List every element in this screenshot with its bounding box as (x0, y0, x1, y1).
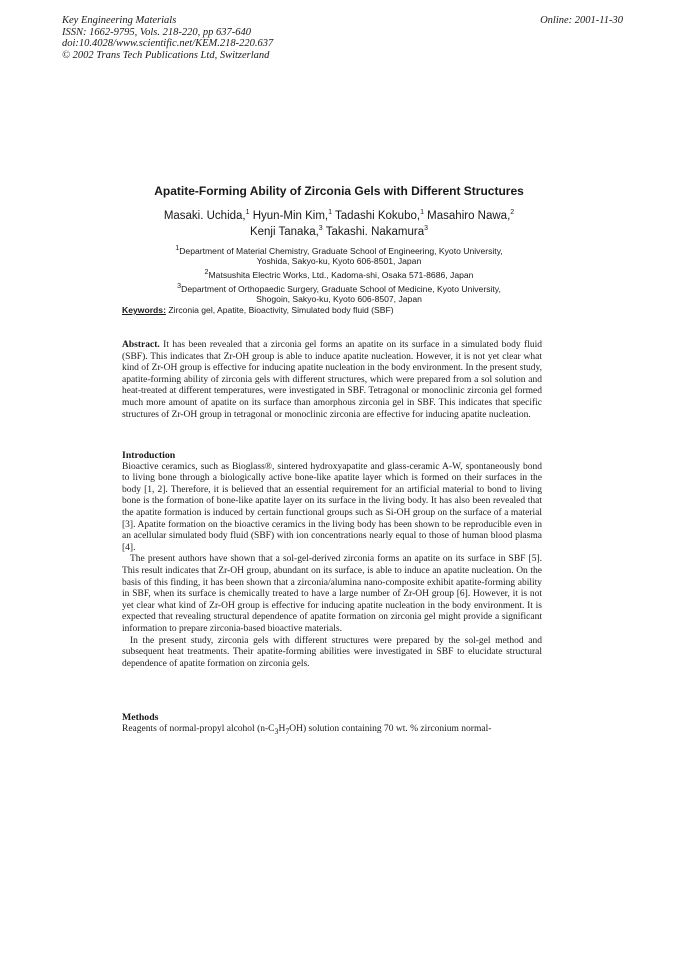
affiliation-1: $^1$Department of Material Chemistry, Graduate School of Engineering, Kyoto University, (175, 244, 503, 256)
author-list (0, 208, 678, 240)
keywords-text: Zirconia gel, Apatite, Bioactivity, Simulated body fluid (SBF) (165, 305, 394, 315)
author-line-1 (0, 208, 678, 224)
abstract-text: It has been revealed that a zirconia gel forms an apatite on its surface in a simulated body fluid (SBF). This indicates that Zr-OH group is able to induce apatite nucleation. However, it is not yet clear what kind of Zr-OH group is effective for inducing apatite nucleation in the body environment. In the present study, apatite-forming ability of zirconia gels with different structures, which were prepared from a sol solution and heat-treated at different temperatures, were investigated in SBF. Tetragonal or monoclinic zirconia gel formed much more amount of apatite on its surface than amorphous zirconia gel in SBF. This indicates that specific structures of Zr-OH group in tetragonal or monoclinic zirconia are effective for inducing apatite nucleation. (122, 340, 542, 420)
doi-line: doi:10.4028/www.scientific.net/KEM.218-220.637 (62, 38, 274, 49)
author-affil-mark: 3 (424, 225, 429, 233)
introduction-paragraph-1: Bioactive ceramics, such as Bioglass®, sintered hydroxyapatite and glass-ceramic A-W, spontaneously bond to living bone through a biologically active bone-like apatite layer which is formed on their surfaces in the body [1, 2]. Therefore, it is believed that an essential requirement for an artificial material to bond to living bone is the formation of bone-like apatite layer on its surface in the living body. It has also been revealed that the apatite formation is induced by certain functional groups such as Si-OH group on the surface of a material [3]. Apatite formation on the bioactive ceramics in the living body has been shown to be reproducible even in an acellular simulated body fluid (SBF) with ion concentrations nearly equal to those of human blood plasma [4]. (122, 461, 542, 553)
author-affil-mark: 3 (318, 225, 323, 233)
author-nakamura: Takashi. Nakamura (322, 226, 425, 238)
abstract-paragraph (122, 340, 542, 421)
author-kim: Hyun-Min Kim, (249, 210, 329, 222)
methods-heading: Methods (122, 712, 159, 723)
author-line-2 (0, 224, 678, 240)
methods-section (122, 712, 542, 737)
author-tanaka: Kenji Tanaka, (249, 226, 319, 238)
author-affil-mark: 1 (420, 209, 424, 217)
introduction-paragraph-2: The present authors have shown that a sol-gel-derived zirconia forms an apatite on its surface in SBF [5]. This result indicates that Zr-OH group, abundant on its surface, is able to induce an apatite nucleation. On the basis of this finding, it has been shown that a zirconia/alumina nano-composite exhibit apatite-forming ability in SBF, when its surface is chemically treated to have a large number of Zr-OH group [6]. However, it is not yet clear what kind of Zr-OH group is effective for inducing apatite nucleation in the body environment. It is expected that revealing structural dependence of apatite formation on zirconia gel might provide a significant information to prepare zirconia-based bioactive materials. (122, 554, 542, 634)
introduction-paragraph-3: In the present study, zirconia gels with different structures were prepared by the sol-gel method and subsequent heat treatments. Their apatite-forming abilities were investigated in SBF to elucidate structural dependence of apatite formation on zirconia gels. (122, 635, 542, 669)
author-affil-mark: 1 (328, 209, 333, 217)
affil-mark: 2 (204, 268, 209, 277)
keywords-label: Keywords: (122, 305, 166, 315)
introduction-heading: Introduction (122, 450, 176, 461)
journal-header (62, 15, 273, 61)
copyright-line: © 2002 Trans Tech Publications Ltd, Switzerland (62, 49, 270, 61)
introduction-section (122, 450, 542, 670)
paper-title: Apatite-Forming Ability of Zirconia Gels with Different Structures (154, 184, 524, 198)
affiliation-1-address: Yoshida, Sakyo-ku, Kyoto 606-8501, Japan (256, 256, 422, 267)
abstract-label: Abstract. (122, 340, 160, 350)
issn-line: ISSN: 1662-9795, Vols. 218-220, pp 637-640 (62, 26, 251, 38)
author-kokubo: Tadashi Kokubo, (332, 210, 421, 222)
online-date: Online: 2001-11-30 (540, 15, 623, 26)
author-nawa: Masahiro Nawa, (423, 210, 511, 222)
affiliation-2: $^2$Matsushita Electric Works, Ltd., Kadoma-shi, Osaka 571-8686, Japan (204, 268, 474, 280)
methods-paragraph-1: Reagents of normal-propyl alcohol $(n-C_3H_7OH)$ solution containing 70 wt. % zirconium normal- (122, 723, 492, 736)
keywords-line (122, 305, 394, 316)
author-affil-mark: 2 (510, 209, 515, 217)
author-uchida: Masaki. Uchida, (163, 210, 246, 222)
affiliation-3-address: Shogoin, Sakyo-ku, Kyoto 606-8507, Japan (256, 293, 422, 304)
affiliation-3: $^3$Department of Orthopaedic Surgery, Graduate School of Medicine, Kyoto University, (177, 281, 501, 294)
abstract-section (122, 340, 542, 421)
journal-name: Key Engineering Materials (62, 15, 177, 26)
affil-mark: 1 (175, 244, 180, 252)
author-affil-mark: 1 (245, 209, 250, 217)
affil-mark: 3 (177, 281, 182, 290)
affiliation-list (0, 243, 678, 305)
